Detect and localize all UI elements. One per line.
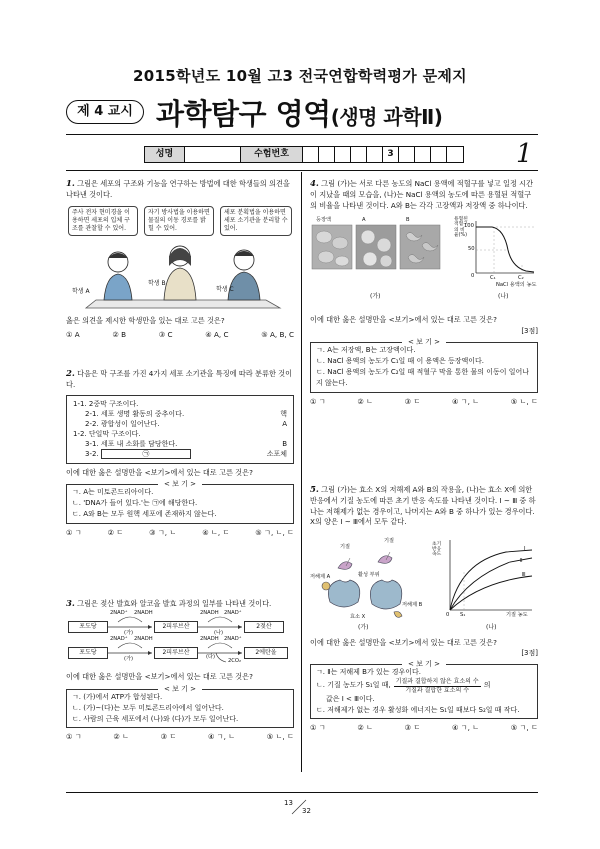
- subject-sub: (생명 과학Ⅱ): [330, 105, 443, 129]
- question-2: [66, 368, 294, 538]
- curve-label: Ⅲ: [522, 571, 526, 578]
- choice-2[interactable]: ② B: [112, 330, 127, 340]
- title-rule: [66, 134, 538, 135]
- choice-3[interactable]: ③ C: [158, 330, 173, 340]
- bogi-box: [66, 480, 294, 524]
- label-b: B: [406, 217, 410, 224]
- glucose-node: 포도당: [68, 621, 108, 633]
- exam-number-label: 수험번호: [241, 147, 303, 162]
- bogi-item: ㄴ. NaCl 용액의 농도가 C₁일 때 이 용액은 등장액이다.: [316, 356, 485, 365]
- question-text: 그림은 젖산 발효와 알코올 발효 과정의 일부를 나타낸 것이다.: [77, 599, 272, 608]
- header-rule: [66, 170, 538, 171]
- page-current: 13: [284, 799, 293, 807]
- bogi-item: ㄷ. NaCl 용액의 농도가 C₂일 때 적혈구 막을 통한 물의 이동이 일어나지 않는다.: [316, 368, 530, 388]
- exam-number-cell-filled: 3: [383, 147, 399, 162]
- question-number: 2.: [66, 369, 75, 379]
- lactate-node: 2젖산: [244, 621, 284, 633]
- caption-na: (나): [498, 293, 509, 301]
- label-da: (다): [206, 654, 216, 661]
- q4-figure: [310, 215, 538, 311]
- exam-number-cell: [367, 147, 383, 162]
- name-field: [185, 147, 241, 162]
- choice-5[interactable]: ⑤ ㄴ, ㄷ: [510, 396, 538, 406]
- speech-bubble-a: 주사 전자 현미경을 이용하면 세포의 입체 구조를 관찰할 수 있어.: [68, 206, 138, 236]
- period-badge: 제 4 교시: [66, 100, 144, 124]
- question-1: [66, 178, 294, 341]
- exam-number-cell: [303, 147, 319, 162]
- bogi-item: ㄷ. 저해제가 없는 경우 활성화 에너지는 S₁일 때보다 S₂일 때 작다.: [316, 705, 520, 714]
- question-text: 그림은 세포의 구조와 기능을 연구하는 방법에 대한 학생들의 의견을 나타낸 것이다.: [66, 179, 290, 200]
- co2-label: 2CO₂: [228, 658, 242, 665]
- question-number: 5.: [310, 485, 319, 495]
- answer-choices: [66, 732, 294, 742]
- speech-bubble-c: 세포 분획법을 이용하면 세포 소기관을 분리할 수 있어.: [220, 206, 292, 236]
- nad-plus-label: 2NAD⁺: [224, 636, 242, 643]
- exam-number-cell: [415, 147, 431, 162]
- choice-2[interactable]: ② ㄷ: [107, 527, 124, 537]
- x-tick-c2: C₂: [518, 275, 524, 282]
- caption-ga: (가): [370, 293, 381, 301]
- students-illustration: [66, 204, 294, 312]
- choice-1[interactable]: ① A: [66, 330, 80, 340]
- page-number: 1: [516, 139, 533, 169]
- label-isotonic: 등장액: [316, 217, 332, 224]
- speech-bubble-b: 자기 방사법을 이용하면 물질의 이동 경로를 밝힐 수 있어.: [144, 206, 214, 236]
- label-substrate: 기질: [384, 537, 395, 544]
- label-substrate: 기질: [340, 543, 351, 550]
- bogi-item: ㄴ. 기질 농도가 S₁일 때, 기질과 결합하지 않은 효소의 수 기질과 결합한 효소의 수 의: [316, 678, 491, 694]
- student-a-label: 학생 A: [72, 287, 90, 295]
- points-label: [3점]: [521, 649, 538, 658]
- bogi-box: [66, 684, 294, 729]
- column-divider: [301, 172, 302, 772]
- question-number: 1.: [66, 179, 75, 189]
- x-tick-s1: S₁: [460, 611, 466, 618]
- bogi-item: ㄷ. 사람의 근육 세포에서 (나)와 (다)가 모두 일어난다.: [72, 715, 239, 724]
- curve-label: Ⅱ: [520, 557, 523, 564]
- question-3: [66, 598, 294, 743]
- answer-choices: [66, 528, 294, 538]
- fraction: 기질과 결합하지 않은 효소의 수 기질과 결합한 효소의 수: [395, 678, 479, 694]
- choice-2[interactable]: ② ㄴ: [113, 732, 129, 742]
- ethanol-node: 2에탄올: [244, 647, 288, 659]
- bogi-item: ㄱ. (가)에서 ATP가 합성된다.: [72, 692, 163, 701]
- label-inhibitor-a: 저해제 A: [310, 573, 331, 580]
- exam-number-cell: [447, 147, 463, 162]
- question-prompt: 이에 대한 옳은 설명만을 <보기>에서 있는 대로 고른 것은?: [310, 315, 497, 325]
- y-tick: 100: [464, 223, 474, 230]
- bogi-item: ㄱ. A는 미토콘드리아이다.: [72, 488, 154, 497]
- graph-y-label: 초기 반응 속도: [432, 541, 442, 558]
- bogi-item: ㄴ. 'DNA가 들어 있다.'는 ㉠에 해당한다.: [72, 499, 198, 508]
- graph-x-label: NaCl 용액의 농도: [496, 282, 537, 289]
- nadh-label: 2NADH: [134, 610, 153, 617]
- choice-5[interactable]: ⑤ ㄱ, ㄷ: [510, 723, 538, 733]
- bogi-title: < 보 기 >: [402, 660, 446, 668]
- bogi-title: < 보 기 >: [402, 338, 446, 346]
- label-ga: (가): [124, 656, 134, 663]
- key-row: 1-1. 2중막 구조이다.: [73, 399, 139, 408]
- key-row: 3-2. ㉠ 소포체: [85, 450, 287, 459]
- nadh-label: 2NADH: [200, 636, 219, 643]
- key-row: 2-2. 광합성이 일어난다. A: [85, 420, 287, 429]
- name-label: 성명: [145, 147, 185, 162]
- fermentation-diagram: [66, 610, 294, 666]
- choice-3[interactable]: ③ ㄷ: [404, 396, 421, 406]
- blank-box: ㉠: [101, 449, 191, 459]
- label-inhibitor-b: 저해제 B: [402, 601, 423, 608]
- caption-ga: (가): [358, 623, 369, 631]
- student-c-label: 학생 C: [216, 285, 234, 293]
- caption-na: (나): [486, 623, 497, 631]
- question-number: 3.: [66, 599, 75, 609]
- bogi-box: [310, 337, 538, 393]
- exam-number-cell: [351, 147, 367, 162]
- choice-5[interactable]: ⑤ ㄱ, ㄴ, ㄷ: [255, 527, 294, 537]
- bogi-title: < 보 기 >: [158, 480, 202, 488]
- bogi-item: ㄷ. A와 B는 모두 원핵 세포에 존재하지 않는다.: [72, 510, 217, 519]
- y-tick: 50: [468, 246, 475, 253]
- id-row: [144, 146, 464, 163]
- question-prompt: 이에 대한 옳은 설명만을 <보기>에서 있는 대로 고른 것은?: [66, 672, 253, 682]
- question-4: [310, 178, 538, 407]
- choice-1[interactable]: ① ㄱ: [310, 723, 326, 733]
- bogi-item: ㄱ. A는 저장액, B는 고장액이다.: [316, 345, 416, 354]
- choice-2[interactable]: ② ㄴ: [357, 723, 373, 733]
- choice-4[interactable]: ④ A, C: [205, 330, 229, 340]
- exam-number-cell: [319, 147, 335, 162]
- page-total: 32: [302, 807, 311, 815]
- nad-plus-label: 2NAD⁺: [110, 636, 128, 643]
- key-row: 1-2. 단일막 구조이다.: [73, 430, 141, 439]
- x-tick-c1: C₁: [490, 275, 496, 282]
- x-origin: 0: [446, 611, 450, 618]
- bogi-box: [310, 660, 538, 719]
- label-ga: (가): [124, 630, 134, 637]
- subject-title: [156, 93, 442, 135]
- choice-4[interactable]: ④ ㄱ, ㄴ: [451, 723, 480, 733]
- answer-choices: [310, 397, 538, 407]
- label-enzyme: 효소 X: [350, 613, 366, 620]
- bogi-item-cont: 값은 Ⅰ < Ⅲ이다.: [326, 694, 375, 703]
- choice-2[interactable]: ② ㄴ: [357, 396, 373, 406]
- choice-3[interactable]: ③ ㄷ: [404, 723, 421, 733]
- label-active-site: 활성 부위: [358, 571, 380, 578]
- nad-plus-label: 2NAD⁺: [110, 610, 128, 617]
- bogi-item: ㄱ. Ⅱ는 저해제 B가 있는 경우이다.: [316, 668, 421, 677]
- answer-choices: [66, 330, 294, 340]
- y-tick: 0: [471, 273, 475, 280]
- choice-4[interactable]: ④ ㄴ, ㄷ: [202, 527, 230, 537]
- students-figure: [66, 204, 294, 312]
- bogi-item: ㄴ. (가)~(다)는 모두 미토콘드리아에서 일어난다.: [72, 703, 224, 712]
- key-row: 3-1. 세포 내 소화를 담당한다. B: [85, 440, 287, 449]
- pyruvate-node: 2피루브산: [154, 647, 198, 659]
- exam-number-cell: [335, 147, 351, 162]
- classification-key: [66, 395, 294, 464]
- graph-x-label: 기질 농도: [506, 611, 528, 618]
- q5-figure: [310, 532, 538, 634]
- question-prompt: 이에 대한 옳은 설명만을 <보기>에서 있는 대로 고른 것은?: [310, 637, 497, 647]
- nadh-label: 2NADH: [134, 636, 153, 643]
- bogi-title: < 보 기 >: [158, 685, 202, 693]
- choice-1[interactable]: ① ㄱ: [66, 732, 82, 742]
- exam-number-cell: [431, 147, 447, 162]
- question-number: 4.: [310, 179, 319, 189]
- footer-rule: [66, 792, 538, 793]
- choice-5[interactable]: ⑤ ㄴ, ㄷ: [266, 732, 294, 742]
- exam-title: 2015학년도 10월 고3 전국연합학력평가 문제지: [133, 67, 467, 85]
- graph-y-label: 용혈된 적혈구의 비율(%): [454, 217, 468, 238]
- exam-number-cells: [303, 147, 463, 162]
- page-counter: [282, 798, 318, 816]
- student-b-label: 학생 B: [148, 279, 166, 287]
- question-text: 그림 (가)는 서로 다른 농도의 NaCl 용액에 적혈구를 넣고 일정 시간이 지났을 때의 모습을, (나)는 NaCl 용액의 농도에 따른 용혈된 적혈구의 비율을 나타낸 것이다. A와 B는 각각 고장액과 저장액 중 하나이다.: [310, 179, 534, 210]
- glucose-node: 포도당: [68, 647, 108, 659]
- pyruvate-node: 2피루브산: [154, 621, 198, 633]
- nad-plus-label: 2NAD⁺: [224, 610, 242, 617]
- choice-1[interactable]: ① ㄱ: [310, 396, 326, 406]
- answer-choices: [310, 723, 538, 733]
- question-5: [310, 484, 538, 734]
- label-a: A: [362, 217, 366, 224]
- key-row: 2-1. 세포 생명 활동의 중추이다. 핵: [85, 409, 287, 418]
- question-prompt: 옳은 의견을 제시한 학생만을 있는 대로 고른 것은?: [66, 315, 225, 325]
- choice-3[interactable]: ③ ㄷ: [160, 732, 177, 742]
- curve-label: Ⅰ: [524, 545, 526, 552]
- choice-4[interactable]: ④ ㄱ, ㄴ: [207, 732, 236, 742]
- choice-1[interactable]: ① ㄱ: [66, 527, 82, 537]
- choice-3[interactable]: ③ ㄱ, ㄴ: [149, 527, 177, 537]
- label-na: (나): [214, 630, 224, 637]
- choice-4[interactable]: ④ ㄱ, ㄴ: [451, 396, 480, 406]
- points-label: [3점]: [521, 326, 538, 335]
- choice-5[interactable]: ⑤ A, B, C: [261, 330, 294, 340]
- exam-number-cell: [399, 147, 415, 162]
- nadh-label: 2NADH: [200, 610, 219, 617]
- subject-main: 과학탐구 영역: [156, 97, 331, 131]
- question-text: 다음은 막 구조를 가진 4가지 세포 소기관을 특징에 따라 분류한 것이다.: [66, 369, 293, 390]
- question-prompt: 이에 대한 옳은 설명만을 <보기>에서 있는 대로 고른 것은?: [66, 467, 253, 477]
- page-slash: [282, 798, 318, 816]
- question-text: 그림 (가)는 효소 X의 저해제 A와 B의 작용을, (나)는 효소 X에 의한 반응에서 기질 농도에 따른 초기 반응 속도를 나타낸 것이다. Ⅰ ~ Ⅲ 중 하나는 저해제가 없는 경우이고, 나머지는 A와 B 중 하나가 있는 경우이다. X의 양은 Ⅰ ~ Ⅲ에서 모두 같다.: [310, 485, 536, 527]
